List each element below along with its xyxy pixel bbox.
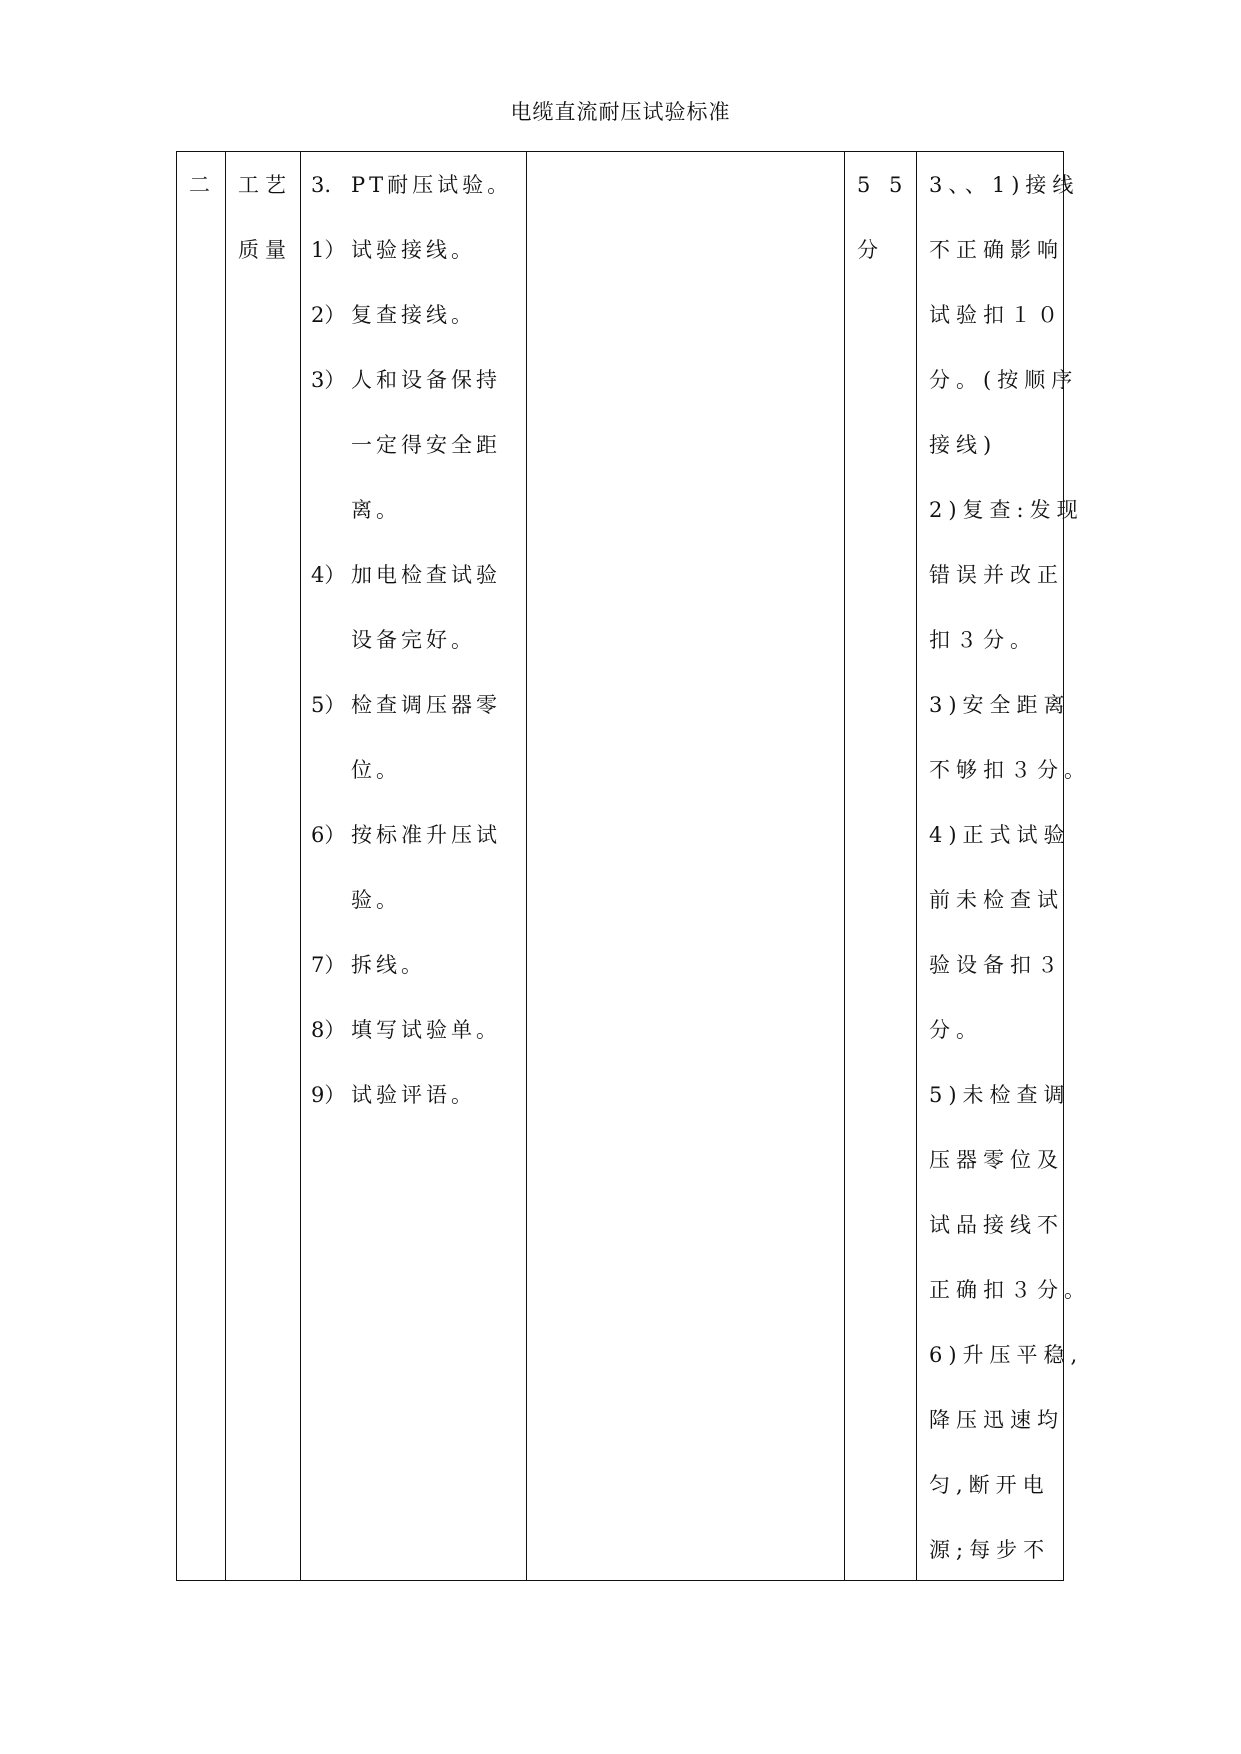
- step-number: 5）: [311, 693, 346, 717]
- deduction-line: 不够扣３分。: [929, 758, 1091, 782]
- category-cell: [226, 152, 301, 1580]
- procedure-step: [311, 692, 522, 757]
- deduction-line: 3)安全距离: [929, 693, 1071, 717]
- section-number-cell: [177, 152, 226, 1580]
- procedure-step: [311, 822, 522, 887]
- deduction-line: 压器零位及: [929, 1148, 1064, 1172]
- step-number: 1）: [311, 238, 346, 262]
- procedure-heading: [311, 172, 522, 237]
- deduction-line: 降压迅速均: [929, 1408, 1064, 1432]
- step-number: 9）: [311, 1083, 346, 1107]
- procedure-step: [311, 1017, 522, 1082]
- deduction-line: 试验扣１０: [929, 303, 1064, 327]
- deduction-line: 接线): [929, 433, 998, 457]
- step-text: 加电检查试验: [351, 563, 501, 587]
- procedure-step: [311, 952, 522, 1017]
- page-title: 电缆直流耐压试验标准: [510, 100, 731, 124]
- step-text: 复查接线。: [351, 303, 476, 327]
- procedure-list: [311, 172, 522, 1147]
- procedure-step: [311, 562, 522, 627]
- deduction-line: 扣３分。: [929, 628, 1037, 652]
- procedure-heading-text: PT耐压试验。: [351, 173, 513, 197]
- score-unit: 分: [857, 238, 884, 262]
- step-text-continued: 设备完好。: [351, 628, 476, 652]
- score-cell: [845, 152, 917, 1580]
- step-text: 试验接线。: [351, 238, 476, 262]
- step-text-continued: 验。: [351, 888, 401, 912]
- requirements-cell: [527, 152, 845, 1580]
- section-number: 二: [189, 173, 210, 197]
- procedure-step: [311, 302, 522, 367]
- procedure-step: [311, 237, 522, 302]
- step-text: 填写试验单。: [351, 1018, 501, 1042]
- step-text: 人和设备保持: [351, 368, 501, 392]
- deduction-line: 正确扣３分。: [929, 1278, 1091, 1302]
- score-value: 5 5: [857, 173, 909, 197]
- deduction-line: 试品接线不: [929, 1213, 1064, 1237]
- procedure-heading-number: 3.: [311, 173, 332, 197]
- deduction-line: 匀,断开电: [929, 1473, 1050, 1497]
- deduction-line: 前未检查试: [929, 888, 1064, 912]
- step-number: 7）: [311, 953, 346, 977]
- assessment-table: [176, 151, 1091, 1581]
- step-text-continued: 一定得安全距: [351, 433, 501, 457]
- step-number: 4）: [311, 563, 346, 587]
- requirements-text: [537, 172, 840, 237]
- procedure-step: [311, 367, 522, 432]
- step-text: 试验评语。: [351, 1083, 476, 1107]
- deduction-line: 验设备扣３: [929, 953, 1064, 977]
- deduction-criteria-list: [929, 172, 1091, 1602]
- category-line: 工艺: [238, 173, 292, 197]
- step-number: 8）: [311, 1018, 346, 1042]
- deduction-line: 5)未检查调: [929, 1083, 1071, 1107]
- step-text: 按标准升压试: [351, 823, 501, 847]
- step-number: 6）: [311, 823, 346, 847]
- deduction-line: 6)升压平稳,: [929, 1343, 1084, 1367]
- step-number: 3）: [311, 368, 346, 392]
- deduction-criteria-cell: [917, 152, 1091, 1580]
- deduction-line: 分。(按顺序: [929, 368, 1079, 392]
- deduction-line: 2)复查:发现: [929, 498, 1084, 522]
- procedure-cell: [301, 152, 527, 1580]
- step-text: 检查调压器零: [351, 693, 501, 717]
- step-text: 拆线。: [351, 953, 426, 977]
- deduction-line: 源;每步不: [929, 1538, 1051, 1562]
- deduction-line: 错误并改正: [929, 563, 1064, 587]
- step-number: 2）: [311, 303, 346, 327]
- step-text-continued: 位。: [351, 758, 401, 782]
- deduction-line: 不正确影响: [929, 238, 1064, 262]
- deduction-line: 3、、1)接线: [929, 173, 1080, 197]
- deduction-line: 4)正式试验: [929, 823, 1071, 847]
- deduction-line: 分。: [929, 1018, 983, 1042]
- category-line: 质量: [238, 238, 292, 262]
- procedure-step: [311, 1082, 522, 1147]
- step-text-continued: 离。: [351, 498, 401, 522]
